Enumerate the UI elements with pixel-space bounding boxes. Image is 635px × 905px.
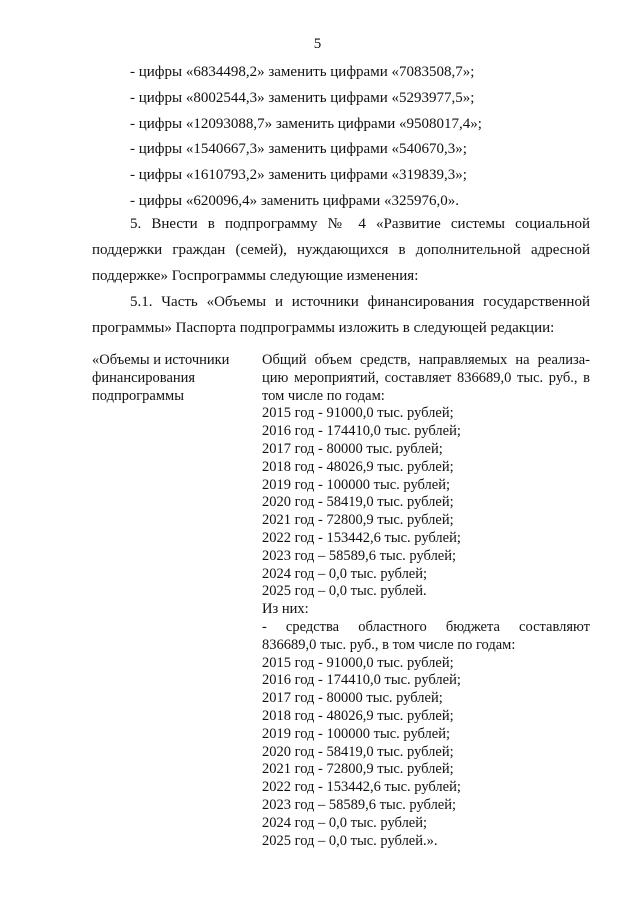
replacement-item: - цифры «8002544,3» заменить цифрами «5293977,5»; xyxy=(130,89,475,106)
year-regional-line: 2024 год – 0,0 тыс. рублей; xyxy=(262,814,428,831)
year-regional-line: 2016 год - 174410,0 тыс. рублей; xyxy=(262,672,461,689)
intro-line: цию мероприятий, составляет 836689,0 тыс. руб., в xyxy=(262,369,590,386)
year-regional-line: 2015 год - 91000,0 тыс. рублей; xyxy=(262,654,454,671)
year-regional-line: 2022 год - 153442,6 тыс. рублей; xyxy=(262,779,461,796)
year-regional-line: 2023 год – 58589,6 тыс. рублей; xyxy=(262,796,457,813)
year-total-line: 2024 год – 0,0 тыс. рублей; xyxy=(262,565,428,582)
table-right-content xyxy=(262,352,590,850)
year-total-line: 2021 год - 72800,9 тыс. рублей; xyxy=(262,512,454,529)
year-total-line: 2023 год – 58589,6 тыс. рублей; xyxy=(262,547,457,564)
year-regional-line: 2017 год - 80000 тыс. рублей; xyxy=(262,690,443,707)
year-total-line: 2018 год - 48026,9 тыс. рублей; xyxy=(262,458,454,475)
year-total-line: 2017 год - 80000 тыс. рублей; xyxy=(262,440,443,457)
year-total-line: 2019 год - 100000 тыс. рублей; xyxy=(262,476,450,493)
replacement-item: - цифры «6834498,2» заменить цифрами «7083508,7»; xyxy=(130,64,475,80)
replacement-list xyxy=(130,60,600,215)
year-total-line: 2022 год - 153442,6 тыс. рублей; xyxy=(262,529,461,546)
year-total-line: 2016 год - 174410,0 тыс. рублей; xyxy=(262,423,461,440)
intro-line: Общий объем средств, направляемых на реализа- xyxy=(262,352,590,368)
paragraph-5-1: 5.1. Часть «Объемы и источники финансирования государственной программы» Паспорта подпрограммы изложить в следующей редакции: xyxy=(92,294,590,336)
year-regional-line: 2021 год - 72800,9 тыс. рублей; xyxy=(262,761,454,778)
year-total-line: 2020 год - 58419,0 тыс. рублей; xyxy=(262,494,454,511)
replacement-item: - цифры «620096,4» заменить цифрами «325976,0». xyxy=(130,192,459,209)
replacement-item: - цифры «1540667,3» заменить цифрами «540670,3»; xyxy=(130,141,467,158)
replacement-item: - цифры «12093088,7» заменить цифрами «9508017,4»; xyxy=(130,115,482,132)
paragraph-5: 5. Внести в подпрограмму № 4 «Развитие системы социальной поддержки граждан (семей), нуждающихся в дополнительной адресной поддержке» Госпрограммы следующие изменения: xyxy=(92,216,590,284)
year-regional-line: 2018 год - 48026,9 тыс. рублей; xyxy=(262,707,454,724)
regional-budget-line: - средства областного бюджета составляют xyxy=(262,618,590,635)
replacement-item: - цифры «1610793,2» заменить цифрами «319839,3»; xyxy=(130,167,467,184)
year-regional-line: 2020 год - 58419,0 тыс. рублей; xyxy=(262,743,454,760)
page-number: 5 xyxy=(313,36,322,52)
table-left-label: «Объемы и источники финансирования подпрограммы xyxy=(92,352,230,404)
of-which-label: Из них: xyxy=(262,601,309,618)
year-total-line: 2025 год – 0,0 тыс. рублей. xyxy=(262,583,427,600)
year-total-line: 2015 год - 91000,0 тыс. рублей; xyxy=(262,405,454,422)
year-regional-line: 2025 год – 0,0 тыс. рублей.». xyxy=(262,832,438,849)
intro-line: том числе по годам: xyxy=(262,387,385,404)
regional-budget-line: 836689,0 тыс. руб., в том числе по годам: xyxy=(262,636,516,653)
year-regional-line: 2019 год - 100000 тыс. рублей; xyxy=(262,725,450,742)
